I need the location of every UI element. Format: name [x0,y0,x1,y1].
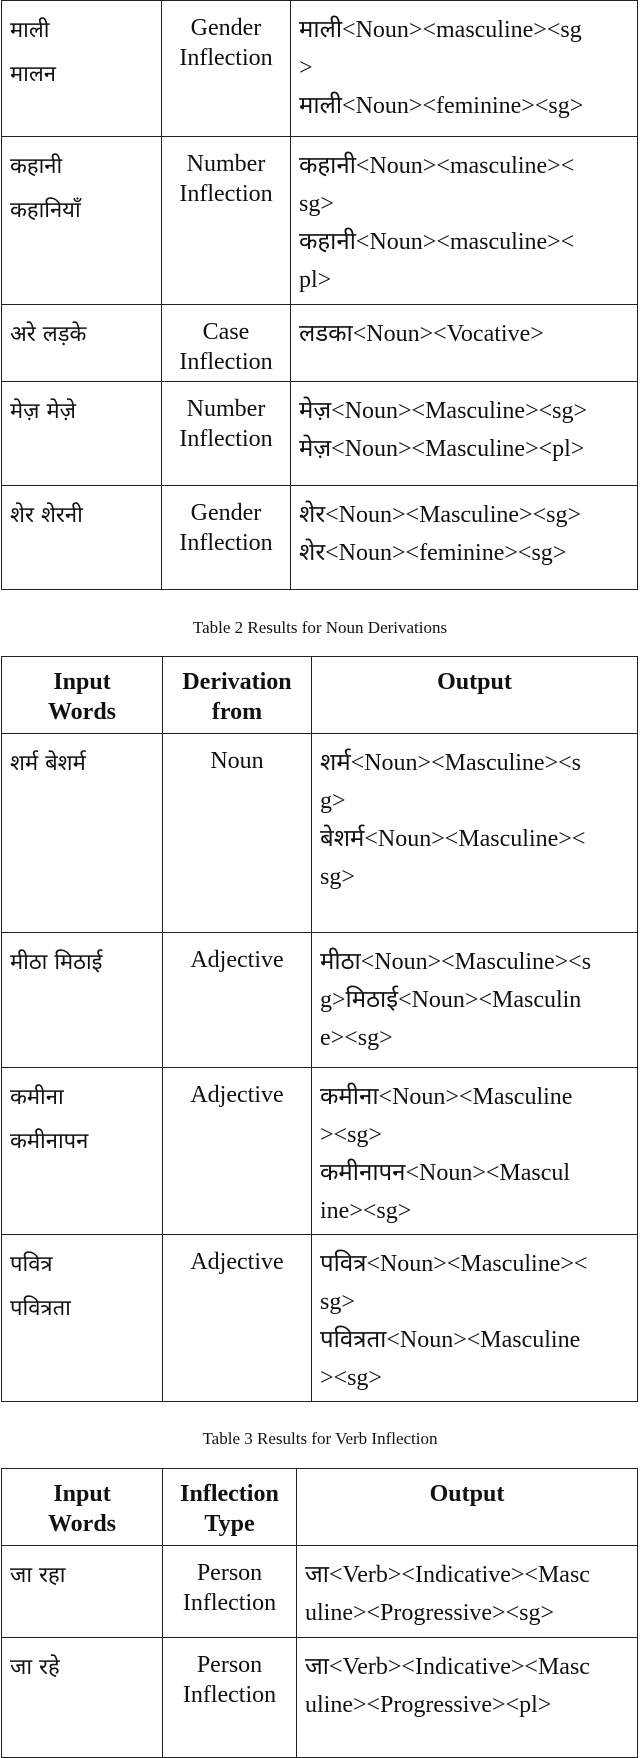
output-text: sg> [299,191,334,217]
table-row [2,382,638,486]
column-header-output [312,657,638,734]
input-words-cell [2,486,162,590]
type-text: Inflection [179,530,273,556]
type-text: Inflection [179,426,273,452]
input-words-text: कहानी [10,154,63,179]
table-2-caption: Table 2 Results for Noun Derivations [192,618,448,637]
output-cell [291,1,638,137]
table-row [2,305,638,382]
output-text: मीठा<Noun><Masculine><s [320,949,592,975]
input-words-text: कमीनापन [10,1129,89,1154]
output-text: जा<Verb><Indicative><Masc [305,1562,590,1588]
output-text: ><sg> [320,1365,382,1391]
input-words-cell [2,382,162,486]
type-cell [163,933,312,1068]
input-words-text: पवित्र [10,1252,53,1277]
input-words-text: शर्म बेशर्म [10,751,86,776]
input-words-text: मालन [10,62,56,87]
output-text: बेशर्म<Noun><Masculine>< [320,826,586,852]
type-text: Case [202,319,250,345]
input-words-text: जा रहे [10,1655,60,1680]
input-words-cell [2,1,162,137]
output-cell [291,382,638,486]
type-text: Inflection [179,181,273,207]
input-words-cell [2,1638,163,1758]
header-text: Inflection [180,1481,279,1507]
output-text: pl> [299,267,332,293]
type-cell [162,486,291,590]
type-cell [163,1068,312,1235]
header-text: Input [53,669,111,695]
type-text: Number [186,396,266,422]
output-text: जा<Verb><Indicative><Masc [305,1654,590,1680]
output-cell [291,137,638,305]
input-words-text: कमीना [10,1085,64,1110]
input-words-cell [2,1235,163,1402]
output-text: पवित्र<Noun><Masculine>< [320,1251,588,1277]
output-cell [312,1235,638,1402]
header-row [2,657,638,734]
output-text: g> [320,788,346,814]
input-words-cell [2,933,163,1068]
type-text: Adjective [190,1249,284,1275]
output-text: पवित्रता<Noun><Masculine [320,1327,581,1353]
input-words-text: जा रहा [10,1563,66,1588]
header-text: Derivation [182,669,292,695]
table-row [2,1235,638,1402]
output-text: लडका<Noun><Vocative> [299,321,544,347]
table-row [2,1546,638,1638]
type-cell [162,1,291,137]
type-cell [163,1638,297,1758]
type-text: Person [196,1560,263,1586]
type-text: Gender [190,500,262,526]
input-words-cell [2,305,162,382]
type-cell [162,137,291,305]
output-text: ><sg> [320,1122,382,1148]
table-verb-inflection [1,1468,638,1758]
type-text: Number [186,151,266,177]
header-text: Input [53,1481,111,1507]
type-text: Person [196,1652,263,1678]
output-text: sg> [320,864,355,890]
output-text: > [299,55,313,81]
output-text: माली<Noun><masculine><sg [299,17,582,43]
table-noun-derivations [1,656,638,1402]
output-cell [297,1638,638,1758]
table-row [2,1068,638,1235]
output-text: e><sg> [320,1025,393,1051]
output-text: uline><Progressive><sg> [305,1600,554,1626]
output-cell [312,933,638,1068]
header-text: Type [204,1511,255,1537]
type-cell [162,382,291,486]
output-text: g>मिठाई<Noun><Masculin [320,987,582,1013]
type-text: Adjective [190,947,284,973]
output-cell [291,486,638,590]
column-header-input-words [2,1469,163,1546]
output-text: शेर<Noun><Masculine><sg> [299,502,581,528]
input-words-text: पवित्रता [10,1296,71,1321]
input-words-cell [2,1546,163,1638]
header-text: Output [429,1481,505,1507]
header-text: Output [437,669,512,695]
table-row [2,1,638,137]
type-text: Inflection [179,349,273,375]
output-text: कहानी<Noun><masculine>< [299,229,575,255]
type-text: Gender [190,15,262,41]
output-text: शर्म<Noun><Masculine><s [320,750,581,776]
output-text: sg> [320,1289,355,1315]
type-text: Inflection [182,1682,277,1708]
input-words-text: अरे लड़के [10,322,87,347]
column-header-output [297,1469,638,1546]
type-cell [163,1546,297,1638]
header-row [2,1469,638,1546]
output-text: uline><Progressive><pl> [305,1692,552,1718]
input-words-text: कहानियाँ [10,198,81,223]
input-words-cell [2,734,163,933]
output-text: मेज़<Noun><Masculine><pl> [299,436,585,462]
column-header-type [163,1469,297,1546]
type-cell [162,305,291,382]
table-3-caption: Table 3 Results for Verb Inflection [202,1429,438,1448]
input-words-text: शेर शेरनी [10,503,83,528]
output-cell [297,1546,638,1638]
output-cell [291,305,638,382]
output-cell [312,1068,638,1235]
type-text: Inflection [179,45,273,71]
output-text: शेर<Noun><feminine><sg> [299,540,567,566]
table-row [2,486,638,590]
header-text: Words [47,1511,116,1537]
table-noun-inflection [1,0,638,590]
input-words-cell [2,1068,163,1235]
output-text: कमीना<Noun><Masculine [320,1084,573,1110]
output-text: मेज़<Noun><Masculine><sg> [299,398,588,424]
header-text: Words [47,699,116,725]
output-text: माली<Noun><feminine><sg> [299,93,584,119]
type-cell [163,734,312,933]
table-row [2,1638,638,1758]
column-header-type [163,657,312,734]
output-text: कहानी<Noun><masculine>< [299,153,575,179]
output-text: ine><sg> [320,1198,412,1224]
type-cell [163,1235,312,1402]
table-row [2,933,638,1068]
input-words-text: मेज़ मेज़े [10,399,76,424]
table-row [2,734,638,933]
input-words-text: माली [10,18,50,43]
type-text: Noun [210,748,264,774]
column-header-input-words [2,657,163,734]
input-words-cell [2,137,162,305]
output-text: कमीनापन<Noun><Mascul [320,1160,571,1186]
input-words-text: मीठा मिठाई [10,950,103,975]
output-cell [312,734,638,933]
header-text: from [211,699,263,725]
type-text: Adjective [190,1082,284,1108]
table-row [2,137,638,305]
type-text: Inflection [182,1590,277,1616]
